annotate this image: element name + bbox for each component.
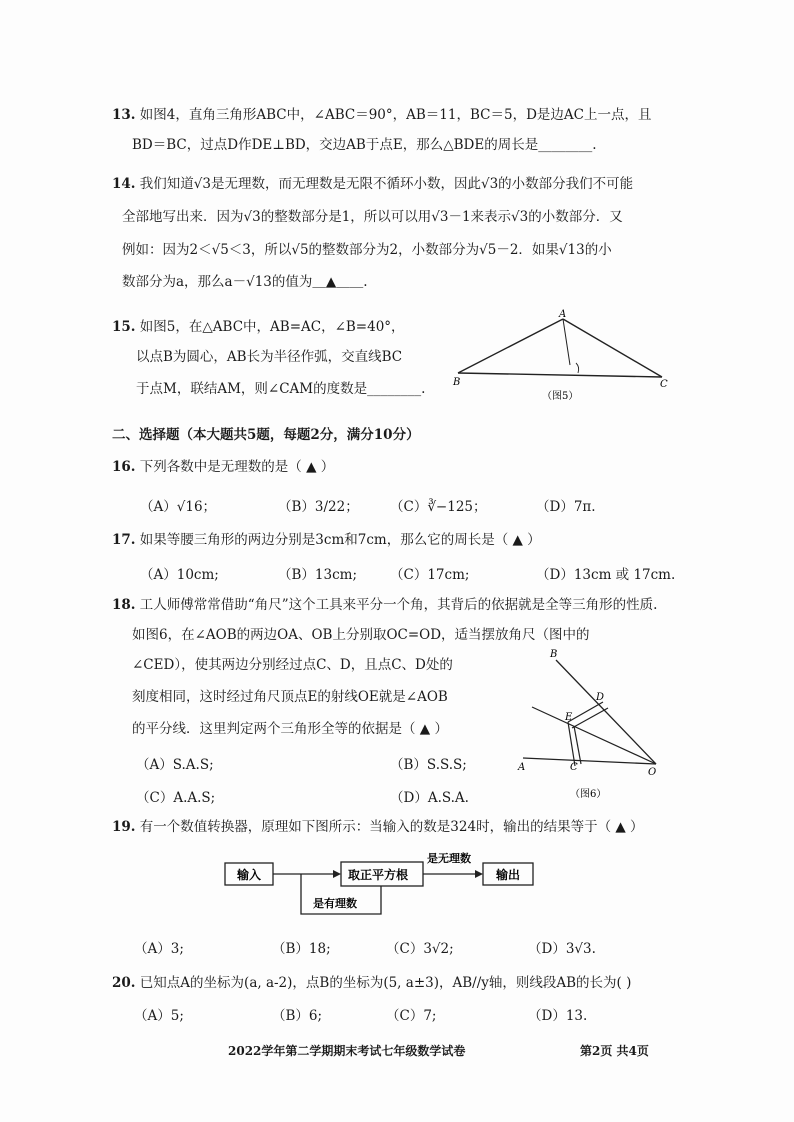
figure-5 [450,305,680,405]
q18-number: 18. [112,597,136,613]
fig5-caption: （图5） [542,391,579,402]
fig6-label-a: A [518,762,526,773]
footer-title: 2022学年第二学期期末考试七年级数学试卷 [228,1044,466,1058]
q14-line2: 全部地写出来．因为√3的整数部分是1，所以可以用√3－1来表示√3的小数部分．又 [122,209,623,225]
fig5-line-bc [458,373,662,377]
q20-stem-line [112,974,631,992]
q15-line1 [112,318,405,336]
q13-number: 13. [112,107,136,123]
figure-6 [508,640,678,808]
q17-option-a: （A）10cm; [140,567,219,583]
q19-option-b: （B）18; [272,941,331,957]
q18-line5: 的平分线．这里判定两个三角形全等的依据是（ ▲ ） [132,721,448,737]
q18-text-1: 工人师傅常常借助“角尺”这个工具来平分一个角，其背后的依据就是全等三角形的性质. [139,597,658,613]
q18-line3: ∠CED），使其两边分别经过点C、D，且点C、D处的 [132,657,453,673]
flow-process-label: 取正平方根 [348,868,409,882]
q13-line1 [112,106,651,124]
q17-option-d: （D）13cm 或 17cm. [536,567,676,583]
flow-rational-label: 是有理数 [313,897,357,910]
q20-option-a: （A）5; [134,1008,184,1024]
q17-stem: 如果等腰三角形的两边分别是3cm和7cm，那么它的周长是（ ▲ ） [139,532,541,548]
q20-number: 20. [112,975,136,991]
fig5-label-a: A [559,309,567,320]
q16-option-a: （A）√16； [140,499,217,515]
q13-line2: BD＝BC，过点D作DE⊥BD，交边AB于点E，那么△BDE的周长是________. [132,137,597,153]
q19-option-d: （D）3√3. [528,941,596,957]
fig5-label-b: B [453,377,461,388]
q19-option-c: （C）3√2; [386,941,454,957]
footer-page-number: 第2页 共4页 [580,1044,649,1058]
flow-arrowhead-2 [475,870,483,878]
fig5-line-am [563,319,570,365]
q18-option-a: （A）S.A.S; [136,757,214,773]
q17-number: 17. [112,532,136,548]
q15-text-1: 如图5，在△ABC中，AB=AC，∠B=40°， [139,319,405,335]
q20-option-b: （B）6; [272,1008,323,1024]
q18-option-d: （D）A.S.A. [390,790,469,806]
q17-option-c: （C）17cm; [390,567,470,583]
q15-line3: 于点M，联结AM，则∠CAM的度数是________. [136,381,426,397]
q19-number: 19. [112,819,136,835]
q18-option-c: （C）A.A.S; [136,790,216,806]
q19-stem-line [112,818,644,836]
q17-stem-line [112,531,541,549]
flowchart [215,846,545,920]
q14-number: 14. [112,176,136,192]
q15-line2: 以点B为圆心，AB长为半径作弧，交直线BC [136,349,403,365]
fig6-label-e: E [565,712,573,723]
fig6-ray-oa [523,758,656,764]
q20-stem: 已知点A的坐标为(a, a-2)，点B的坐标为(5, a±3)，AB//y轴，则线段AB的长为( ) [139,975,632,991]
q20-option-d: （D）13. [528,1008,588,1024]
q16-option-d: （D）7π. [536,499,596,515]
fig6-label-b: B [550,649,558,660]
flow-input-label: 输入 [237,868,262,882]
flow-output-label: 输出 [496,868,521,882]
q16-stem-line [112,458,334,476]
fig6-label-d: D [596,692,605,703]
q19-option-a: （A）3; [134,941,184,957]
fig6-caption: （图6） [570,789,607,800]
q19-stem: 有一个数值转换器，原理如下图所示：当输入的数是324时，输出的结果等于（ ▲ ） [139,819,644,835]
q16-option-b: （B）3/22； [278,499,359,515]
q16-stem: 下列各数中是无理数的是（ ▲ ） [139,459,335,475]
q17-option-b: （B）13cm; [278,567,358,583]
flow-irrational-label: 是无理数 [427,852,471,865]
q18-line1 [112,596,657,614]
fig6-label-c: C [570,762,578,773]
flow-arrowhead-1 [333,870,341,878]
fig5-line-ab [458,319,563,373]
q15-number: 15. [112,319,136,335]
q18-line2: 如图6，在∠AOB的两边OA、OB上分别取OC=OD，适当摆放角尺（图中的 [132,627,590,643]
fig6-label-o: O [648,767,657,778]
q18-option-b: （B）S.S.S; [390,757,467,773]
fig5-label-c: C [660,379,668,390]
q13-text-1: 如图4，直角三角形ABC中，∠ABC＝90°，AB＝11，BC＝5，D是边AC上一点，且 [139,107,652,123]
q14-text-1: 我们知道√3是无理数，而无理数是无限不循环小数，因此√3的小数部分我们不可能 [139,176,634,192]
fig5-line-ac [563,319,662,377]
fig6-square-arm-ec-inner [574,726,581,764]
fig6-square-arm-ed-inner [572,708,608,728]
q16-number: 16. [112,459,136,475]
q14-line1 [112,175,633,193]
fig5-arc [576,363,579,373]
q14-line4: 数部分为a，那么a－√13的值为＿▲＿＿. [122,274,368,290]
q16-option-c: （C）∛−125； [390,499,487,515]
q18-line4: 刻度相同，这时经过角尺顶点E的射线OE就是∠AOB [132,689,448,705]
section2-title: 二、选择题（本大题共5题，每题2分，满分10分） [112,427,420,443]
q14-line3: 例如：因为2＜√5＜3，所以√5的整数部分为2，小数部分为√5－2．如果√13的小 [122,242,612,258]
q20-option-c: （C）7; [386,1008,437,1024]
fig6-square-arm-ed [568,702,603,722]
